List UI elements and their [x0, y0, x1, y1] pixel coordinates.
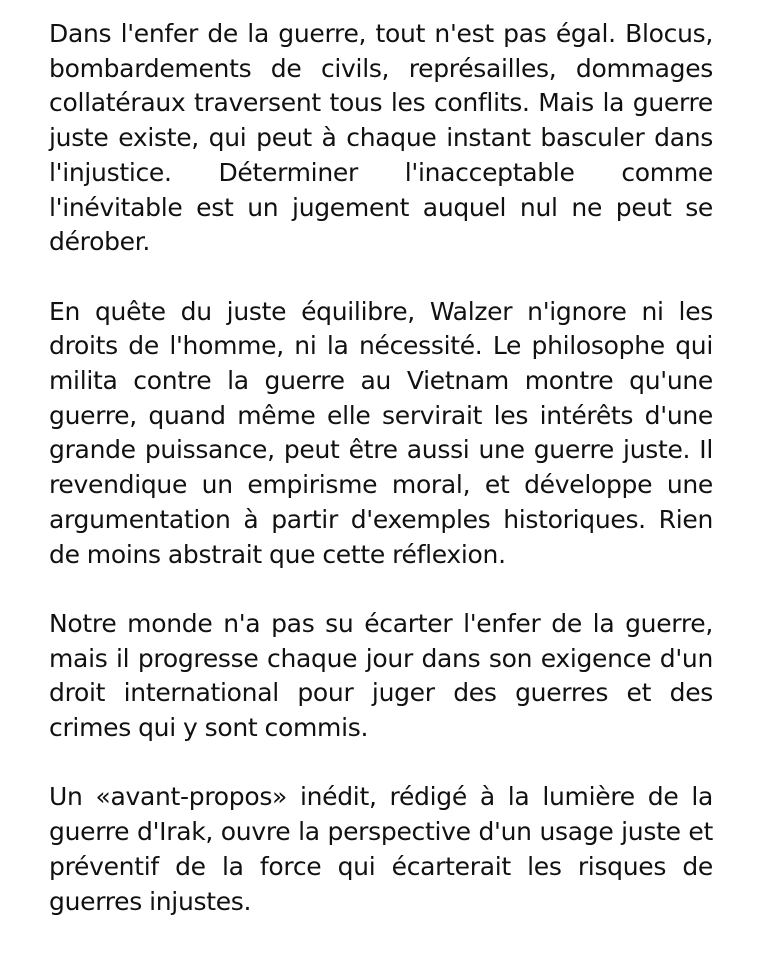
- paragraph-3: Notre monde n'a pas su écarter l'enfer de la guerre, mais il progresse chaque jour dans son exigence d'un droit international pour juger des guerres et des crimes qui y sont commis.: [49, 608, 713, 743]
- paragraph-2: En quête du juste équilibre, Walzer n'ignore ni les droits de l'homme, ni la nécessité. Le philosophe qui milita contre la guerre au Vietnam montre qu'une guerre, quand même elle servirait les intérêts d'une grande puissance, peut être aussi une guerre juste. Il revendique un empirisme moral, et développe une argumentation à partir d'exemples historiques. Rien de moins abstrait que cette réflexion.: [49, 296, 713, 569]
- paragraph-1: Dans l'enfer de la guerre, tout n'est pas égal. Blocus, bombardements de civils, représailles, dommages collatéraux traversent tous les conflits. Mais la guerre juste existe, qui peut à chaque instant basculer dans l'injustice. Déterminer l'inacceptable comme l'inévitable est un jugement auquel nul ne peut se dérober.: [49, 19, 713, 257]
- paragraph-4: Un «avant-propos» inédit, rédigé à la lumière de la guerre d'Irak, ouvre la perspective d'un usage juste et préventif de la force qui écarterait les risques de guerres injustes.: [49, 782, 713, 916]
- document-body: [49, 17, 713, 919]
